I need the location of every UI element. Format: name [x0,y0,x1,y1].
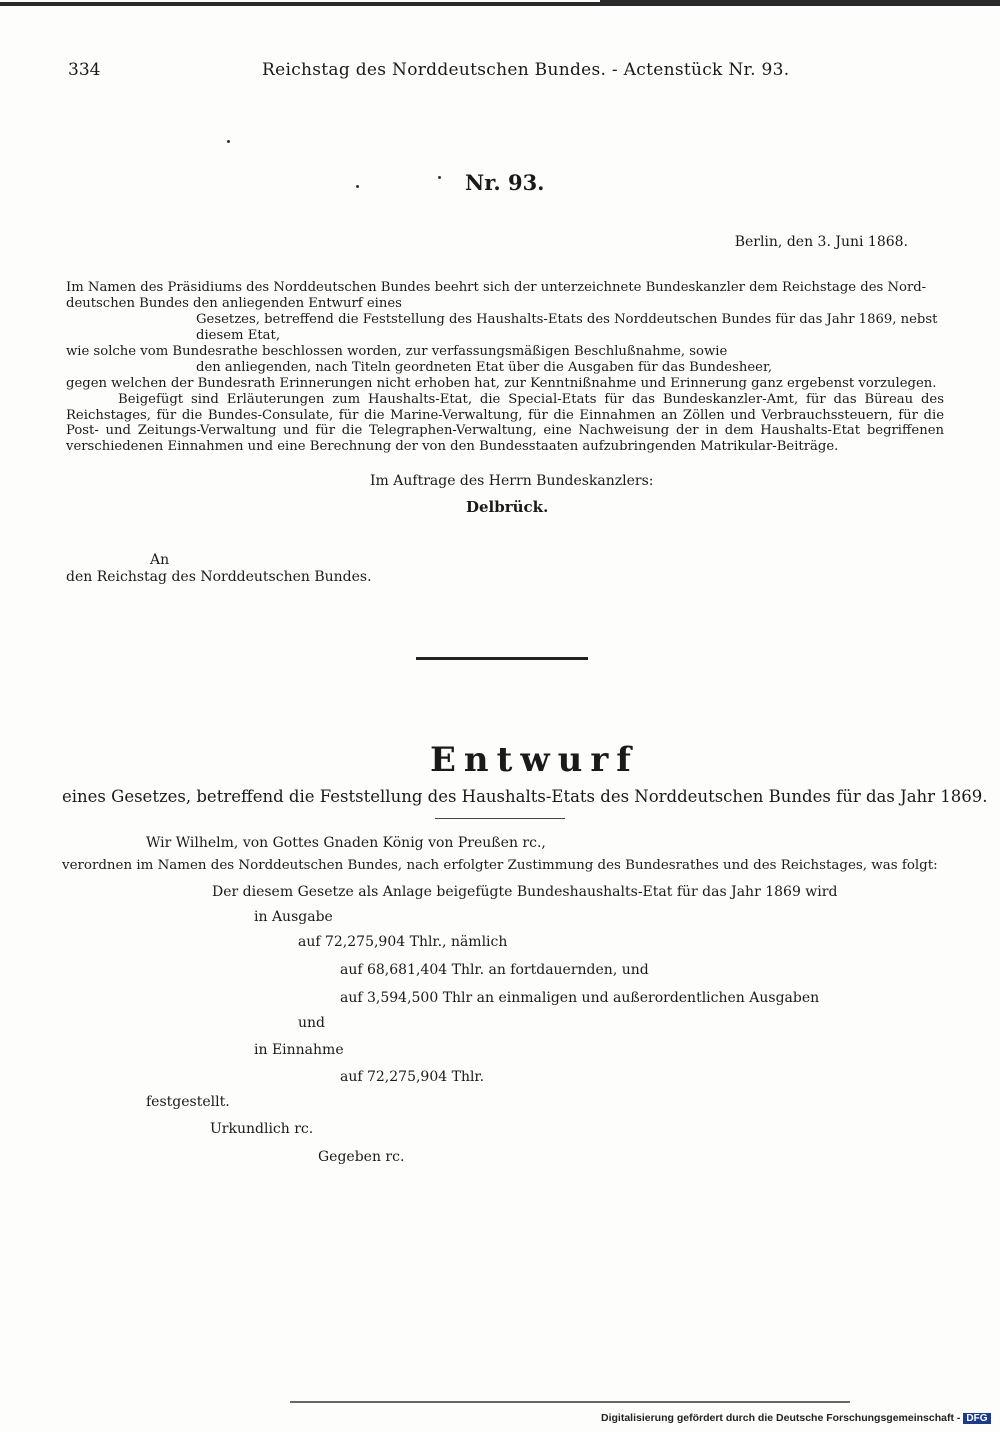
letter-line-2: deutschen Bundes den anliegenden Entwurf eines [66,296,402,311]
draft-line-10: auf 72,275,904 Thlr. [340,1069,485,1085]
addressee-line-2: den Reichstag des Norddeutschen Bundes. [66,569,372,585]
letter-line-5: wie solche vom Bundesrathe beschlossen worden, zur verfassungsmäßigen Beschlußnahme, sowie [66,344,728,359]
closing-formula: Im Auftrage des Herrn Bundeskanzlers: [370,473,654,489]
draft-heading: Entwurf [430,740,639,780]
running-title: Reichstag des Norddeutschen Bundes. - Actenstück Nr. 93. [262,60,790,80]
signature: Delbrück. [466,498,549,516]
digitization-credit-text: Digitalisierung gefördert durch die Deutsche Forschungsgemeinschaft - [601,1412,961,1424]
draft-line-12: Urkundlich rc. [210,1121,314,1137]
letter-paragraph-2: Beigefügt sind Erläuterungen zum Haushalts-Etat, die Special-Etats für das Bundeskanzler-Amt, für das Büreau des Reichstages, für die Bundes-Consulate, für die Marine-Verwaltung, für die Einnahmen an Zöllen und Verbrauchssteuern, für die Post- und Zeitungs-Verwaltung und für die Telegraphen-Verwaltung, eine Nachweisung der in dem Haushalts-Etat begriffenen verschiedenen Einnahmen und eine Berechnung der von den Bundesstaaten aufzubringenden Matrikular-Beiträge. [66,392,944,454]
draft-line-5: auf 72,275,904 Thlr., nämlich [298,934,508,950]
dateline: Berlin, den 3. Juni 1868. [734,234,908,250]
letter-line-1: Im Namen des Präsidiums des Norddeutschen Bundes beehrt sich der unterzeichnete Bundeskanzler dem Reichstage des Nord- [66,280,927,295]
scan-bottom-rule [290,1401,850,1403]
draft-line-13: Gegeben rc. [318,1149,405,1165]
scan-edge-rule [0,2,1000,6]
scan-speck [438,176,441,179]
document-number: Nr. 93. [465,170,545,195]
draft-line-6: auf 68,681,404 Thlr. an fortdauernden, und [340,962,649,978]
letter-line-6: den anliegenden, nach Titeln geordneten Etat über die Ausgaben für das Bundesheer, [196,360,773,375]
draft-line-1: Wir Wilhelm, von Gottes Gnaden König von Preußen rc., [146,835,546,851]
subheading-rule [435,818,565,819]
scan-edge-rule-upper [600,0,1000,2]
draft-line-11: festgestellt. [146,1094,230,1110]
letter-line-7: gegen welchen der Bundesrath Erinnerungen nicht erhoben hat, zur Kenntnißnahme und Erinnerung ganz ergebenst vorzulegen. [66,376,937,391]
draft-subheading: eines Gesetzes, betreffend die Feststellung des Haushalts-Etats des Norddeutschen Bundes für das Jahr 1869. [62,787,988,806]
draft-line-7: auf 3,594,500 Thlr an einmaligen und außerordentlichen Ausgaben [340,990,820,1006]
page-number: 334 [68,60,101,80]
letter-line-3: Gesetzes, betreffend die Feststellung des Haushalts-Etats des Norddeutschen Bundes für das Jahr 1869, nebst [196,312,938,327]
section-separator [416,657,588,660]
dfg-logo: DFG [963,1413,990,1424]
addressee-line-1: An [150,552,170,568]
draft-line-8: und [298,1015,325,1031]
digitization-credit [601,1412,991,1424]
draft-line-2: verordnen im Namen des Norddeutschen Bundes, nach erfolgter Zustimmung des Bundesrathes und des Reichstages, was folgt: [62,858,938,873]
draft-line-4: in Ausgabe [254,909,333,925]
draft-line-9: in Einnahme [254,1042,344,1058]
draft-line-3: Der diesem Gesetze als Anlage beigefügte Bundeshaushalts-Etat für das Jahr 1869 wird [212,884,838,900]
scan-speck [227,140,230,143]
scan-speck [356,185,359,188]
letter-line-4: diesem Etat, [196,328,281,343]
